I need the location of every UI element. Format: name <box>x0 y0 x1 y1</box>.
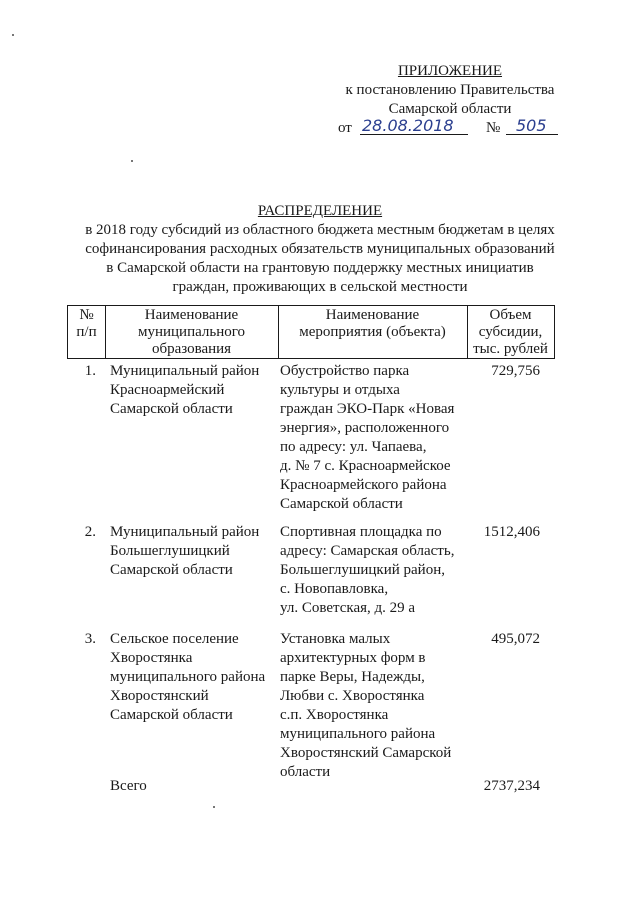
row-event <box>280 362 465 514</box>
municipality-line: Хворостянский <box>110 688 209 704</box>
header-amount <box>467 306 554 358</box>
row-amount: 729,756 <box>491 363 540 379</box>
municipality-line: Муниципальный район <box>110 524 260 540</box>
row-amount: 1512,406 <box>483 524 540 540</box>
row-event <box>280 630 465 782</box>
heading-line: граждан, проживающих в сельской местности <box>172 279 468 295</box>
row-number: 3. <box>84 631 96 647</box>
heading-line: в Самарской области на грантовую поддержку местных инициатив <box>106 260 534 276</box>
event-line: с.п. Хворостянка <box>280 707 389 723</box>
handwritten-date: 28.08.2018 <box>362 116 454 135</box>
row-municipality <box>110 362 275 419</box>
header-amount-line: субсидии, <box>478 324 543 340</box>
header-amount-line: Объем <box>489 307 532 323</box>
event-line: Обустройство парка <box>280 363 410 379</box>
total-amount: 2737,234 <box>483 778 540 794</box>
event-line: Хворостянский Самарской <box>280 745 452 761</box>
heading-line: в 2018 году субсидий из областного бюджета местным бюджетам в целях <box>85 222 555 238</box>
number-underline <box>506 134 558 135</box>
municipality-line: Самарской области <box>110 562 233 578</box>
event-line: адресу: Самарская область, <box>280 543 455 559</box>
event-line: области <box>280 764 331 780</box>
appendix-line-resolution: к постановлению Правительства <box>345 82 555 98</box>
date-underline <box>360 134 468 135</box>
municipality-line: Самарской области <box>110 401 233 417</box>
event-line: Установка малых <box>280 631 391 647</box>
header-amount-line: тыс. рублей <box>473 341 548 357</box>
appendix-block <box>335 62 565 119</box>
header-num <box>68 306 105 358</box>
event-line: Большеглушицкий район, <box>280 562 445 578</box>
header-municipality-line: Наименование <box>144 307 239 323</box>
event-line: Самарской области <box>280 496 403 512</box>
header-num-line: п/п <box>76 324 97 340</box>
event-line: д. № 7 с. Красноармейское <box>280 458 451 474</box>
event-line: по адресу: ул. Чапаева, <box>280 439 427 455</box>
row-amount: 495,072 <box>491 631 540 647</box>
event-line: ул. Советская, д. 29 а <box>280 600 416 616</box>
heading-line: софинансирования расходных обязательств муниципальных образований <box>85 241 555 257</box>
appendix-title: ПРИЛОЖЕНИЕ <box>397 63 503 79</box>
scan-speck <box>12 34 14 36</box>
event-line: парке Веры, Надежды, <box>280 669 425 685</box>
date-number-line <box>338 118 578 140</box>
municipality-line: Муниципальный район <box>110 363 260 379</box>
municipality-line: муниципального района <box>110 669 266 685</box>
event-line: Красноармейского района <box>280 477 447 493</box>
number-prefix: № <box>486 120 501 136</box>
table-header <box>67 305 555 359</box>
event-line: с. Новопавловка, <box>280 581 389 597</box>
heading-title: РАСПРЕДЕЛЕНИЕ <box>257 203 383 219</box>
event-line: Спортивная площадка по <box>280 524 442 540</box>
event-line: Любви с. Хворостянка <box>280 688 425 704</box>
header-event-line: мероприятия (объекта) <box>299 324 446 340</box>
row-event <box>280 523 465 618</box>
row-municipality <box>110 523 275 580</box>
header-event <box>278 306 467 358</box>
event-line: энергия», расположенного <box>280 420 450 436</box>
header-municipality <box>105 306 278 358</box>
municipality-line: Самарской области <box>110 707 233 723</box>
scan-speck <box>131 160 133 162</box>
appendix-line-region: Самарской области <box>388 101 512 117</box>
date-prefix: от <box>338 120 352 136</box>
row-number: 1. <box>84 363 96 379</box>
header-num-line: № <box>79 307 94 323</box>
row-number: 2. <box>84 524 96 540</box>
header-event-line: Наименование <box>325 307 420 323</box>
event-line: культуры и отдыха <box>280 382 400 398</box>
municipality-line: Красноармейский <box>110 382 225 398</box>
header-municipality-line: муниципального <box>137 324 246 340</box>
municipality-line: Хворостянка <box>110 650 193 666</box>
scan-speck <box>213 806 215 808</box>
municipality-line: Большеглушицкий <box>110 543 230 559</box>
event-line: граждан ЭКО-Парк «Новая <box>280 401 455 417</box>
total-label: Всего <box>110 778 147 794</box>
document-heading <box>60 202 580 297</box>
municipality-line: Сельское поселение <box>110 631 239 647</box>
event-line: архитектурных форм в <box>280 650 426 666</box>
handwritten-number: 505 <box>516 116 547 135</box>
row-municipality <box>110 630 275 725</box>
event-line: муниципального района <box>280 726 436 742</box>
header-municipality-line: образования <box>151 341 232 357</box>
